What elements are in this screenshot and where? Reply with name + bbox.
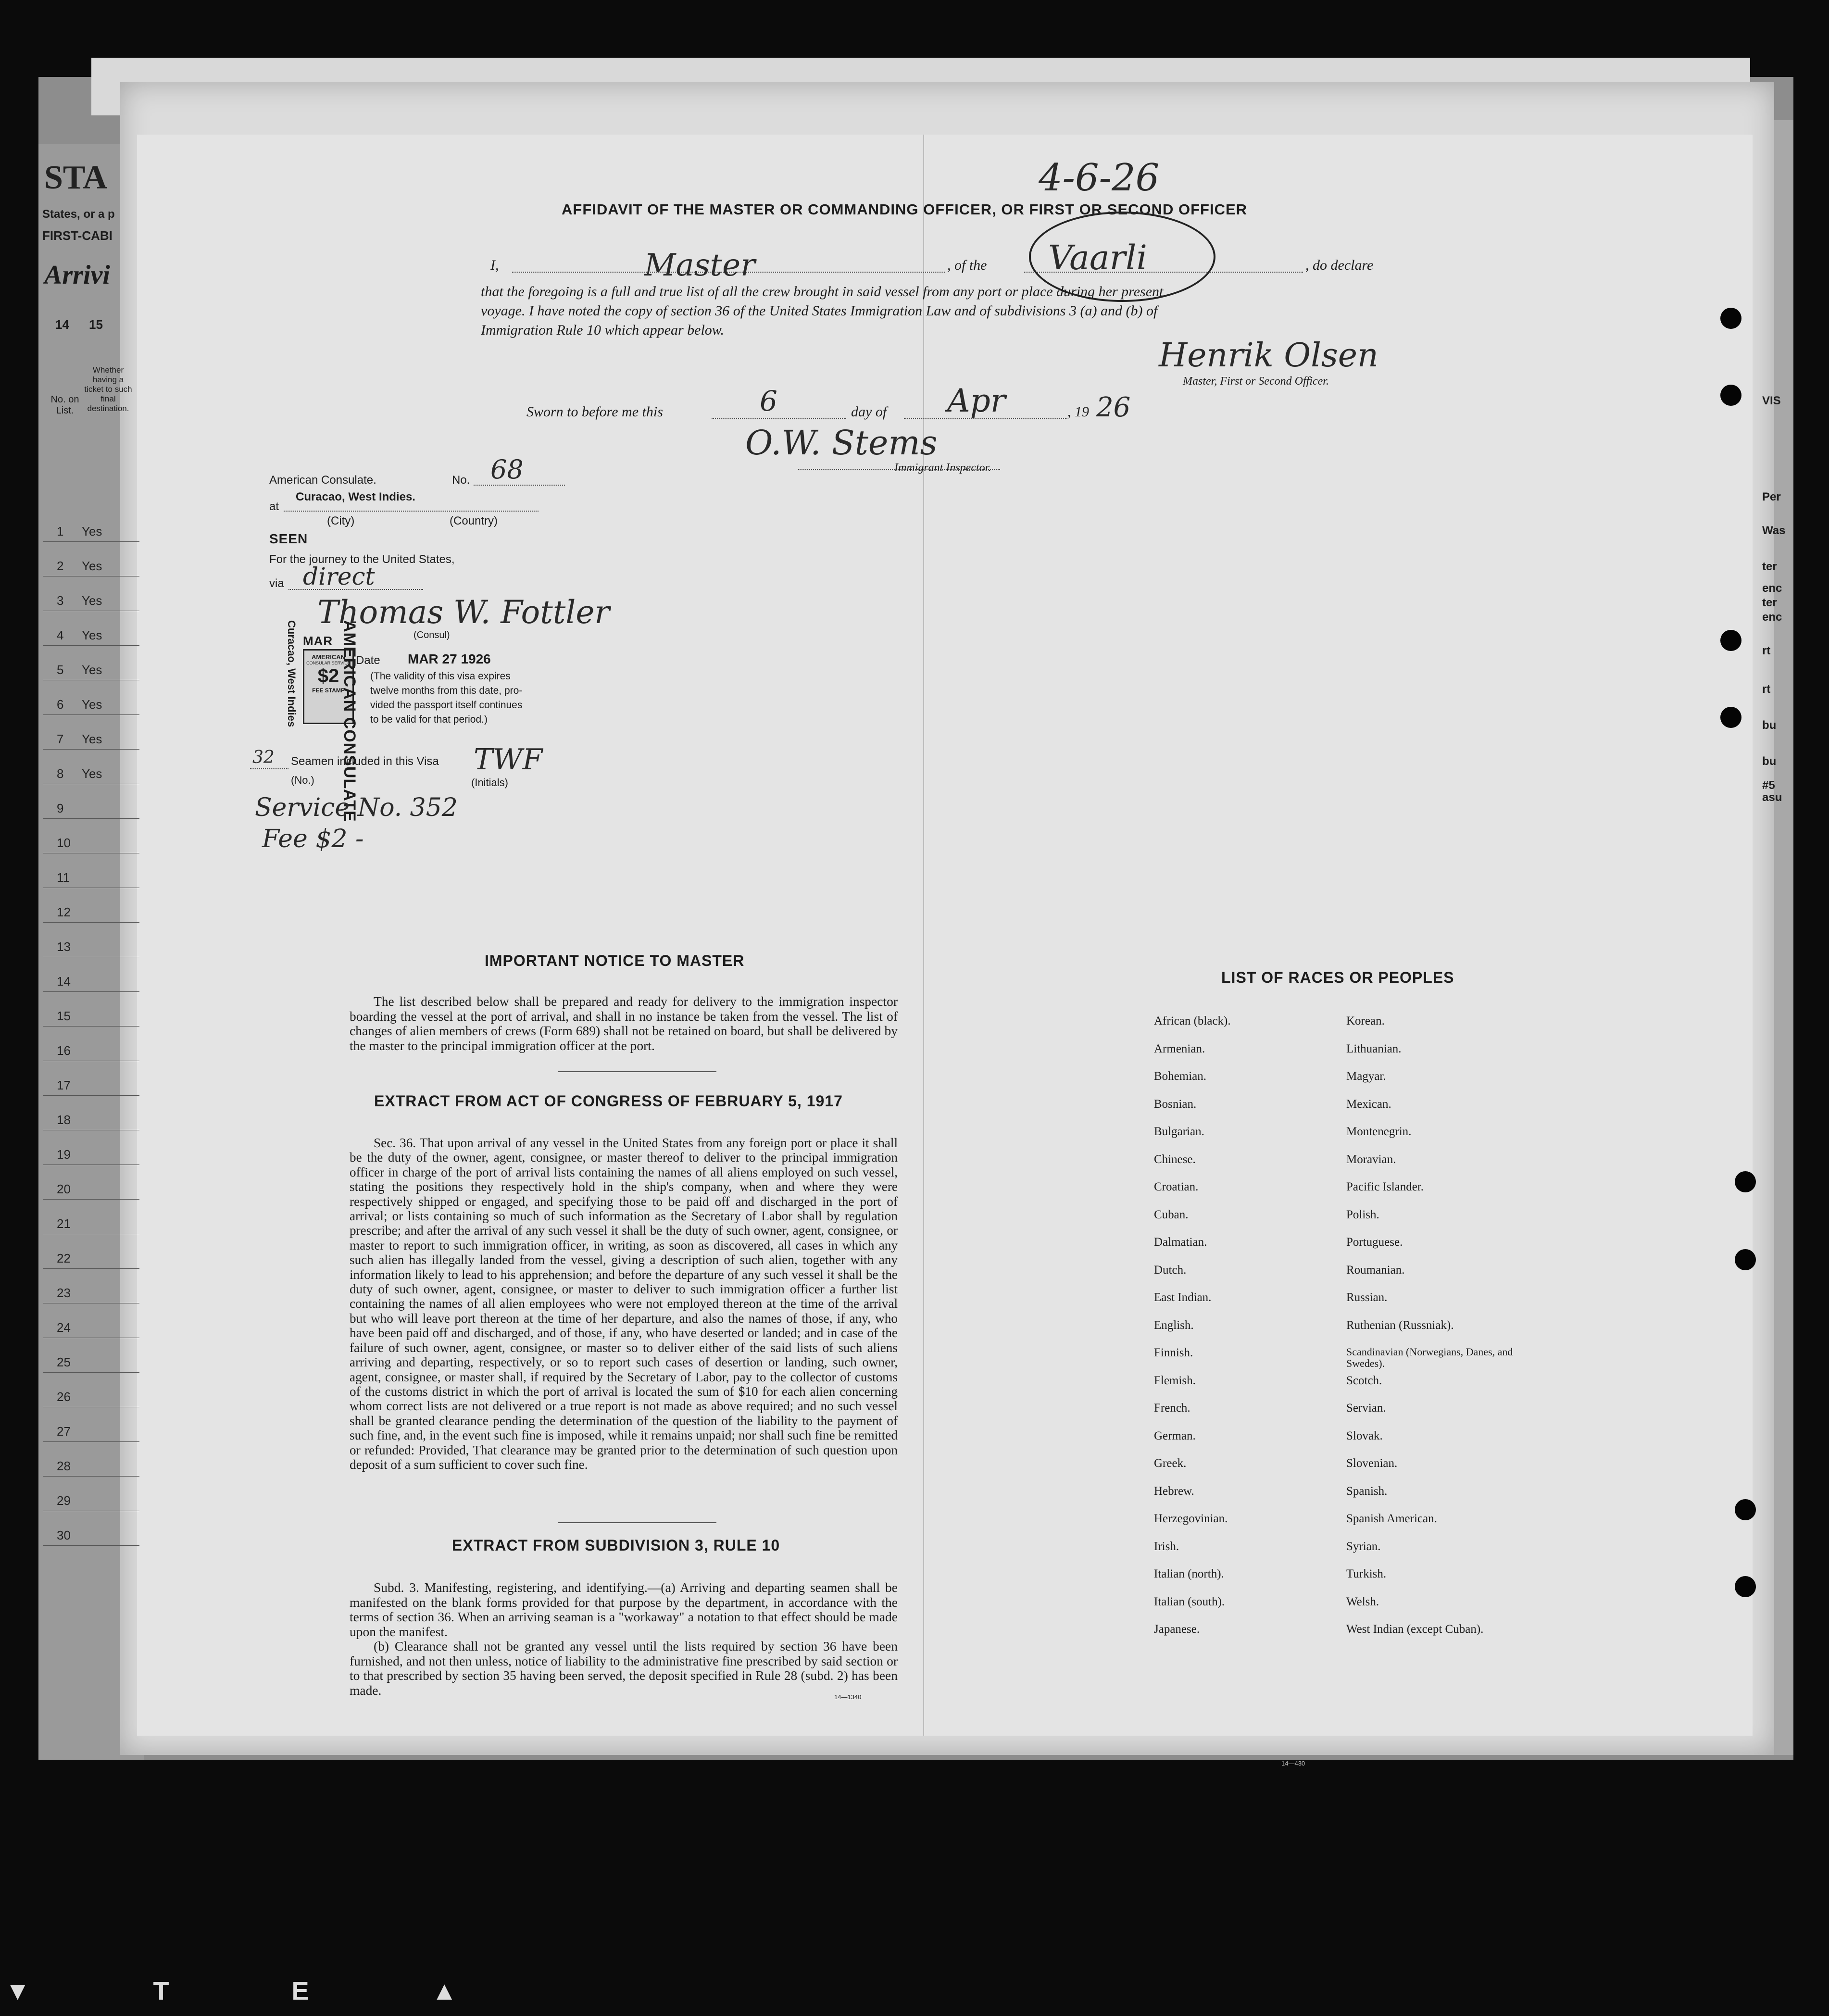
ledger-row-number: 25 — [57, 1355, 71, 1369]
right-ledger-fragment: rt — [1762, 644, 1771, 657]
date-label: Date — [356, 654, 380, 667]
race-item: French. — [1154, 1402, 1190, 1415]
ledger-title: STA — [44, 159, 107, 196]
race-item: Cuban. — [1154, 1208, 1189, 1221]
no-caption: (No.) — [291, 774, 314, 786]
affidavit-title: AFFIDAVIT OF THE MASTER OR COMMANDING OFFICER, OR FIRST OR SECOND OFFICER — [562, 201, 1248, 218]
visa-initials: TWF — [474, 743, 543, 776]
place-stamp — [281, 620, 301, 755]
sworn-day: 6 — [760, 385, 777, 417]
ledger-rule — [43, 1199, 139, 1200]
consulate-vertical-stamp — [337, 620, 361, 822]
race-item: Korean. — [1346, 1014, 1385, 1027]
fee-stamp-mid: CONSULAR SERVICE — [306, 661, 351, 665]
race-item: Japanese. — [1154, 1623, 1200, 1636]
initials-caption: (Initials) — [471, 776, 509, 789]
fee-stamp-bottom: FEE STAMP — [312, 687, 345, 694]
race-item: Armenian. — [1154, 1042, 1205, 1055]
ledger-row-number: 22 — [57, 1251, 71, 1265]
fee-note: Fee $2 - — [262, 825, 364, 853]
signature-caption: Master, First or Second Officer. — [1183, 375, 1329, 388]
ledger-row-number: 19 — [57, 1147, 71, 1162]
ledger-row-number: 16 — [57, 1043, 71, 1058]
ledger-row-number: 14 — [57, 974, 71, 989]
race-item: West Indian (except Cuban). — [1346, 1623, 1484, 1636]
ledger-col-label: No. on List. — [50, 394, 79, 416]
day-line — [712, 418, 846, 419]
race-item: Italian (south). — [1154, 1595, 1225, 1608]
notice-title: IMPORTANT NOTICE TO MASTER — [485, 952, 745, 969]
sworn-year: 26 — [1096, 392, 1131, 423]
ledger-row-number: 26 — [57, 1390, 71, 1404]
right-ledger-fragment: asu — [1762, 791, 1782, 804]
consulate-city: Curacao, West Indies. — [296, 490, 415, 503]
affidavit-line: that the foregoing is a full and true list of all the crew brought in said vessel from any port or place during her present — [481, 284, 1164, 300]
consul-signature: Thomas W. Fottler — [317, 594, 610, 631]
ledger-rule — [43, 922, 139, 923]
via-value: direct — [303, 563, 375, 590]
ledger-row-number: 30 — [57, 1528, 71, 1542]
race-item: Mexican. — [1346, 1097, 1391, 1111]
race-item: Croatian. — [1154, 1180, 1199, 1193]
race-item: Bosnian. — [1154, 1097, 1197, 1111]
race-item: German. — [1154, 1429, 1196, 1442]
seamen-count: 32 — [252, 748, 275, 767]
race-item: Slovak. — [1346, 1429, 1383, 1442]
race-item: Herzegovinian. — [1154, 1512, 1228, 1525]
ledger-rule — [43, 1441, 139, 1442]
act-extract-title: EXTRACT FROM ACT OF CONGRESS OF FEBRUARY 5, 1917 — [374, 1092, 843, 1110]
ledger-col-label: Whether having a ticket to such final destination. — [84, 365, 132, 413]
form-number: 14—1340 — [834, 1693, 862, 1701]
race-item: English. — [1154, 1318, 1194, 1332]
ledger-subtitle: FIRST-CABI — [42, 228, 113, 243]
race-item: Pacific Islander. — [1346, 1180, 1424, 1193]
races-title: LIST OF RACES OR PEOPLES — [1221, 969, 1454, 986]
ledger-rule — [43, 1268, 139, 1269]
race-item: Scandinavian (Norwegians, Danes, and Swedes). — [1346, 1346, 1513, 1369]
right-ledger-fragment: rt — [1762, 683, 1771, 696]
right-ledger-fragment: Was — [1762, 524, 1786, 537]
right-ledger-fragment: enc — [1762, 582, 1782, 595]
race-item: Syrian. — [1346, 1540, 1381, 1553]
ledger-col-header: 15 — [89, 317, 103, 332]
ledger-subtitle: Arrivi — [44, 260, 110, 290]
race-item: Dutch. — [1154, 1263, 1187, 1277]
race-item: African (black). — [1154, 1014, 1231, 1027]
ledger-row-number: 4 — [57, 628, 64, 642]
ledger-rule — [43, 645, 139, 646]
ledger-row-number: 7 — [57, 732, 64, 746]
validity-note: vided the passport itself continues — [370, 700, 523, 711]
race-item: Moravian. — [1346, 1152, 1396, 1166]
affidavit-line: Immigration Rule 10 which appear below. — [481, 322, 725, 338]
ledger-row-number: 5 — [57, 663, 64, 677]
consulate-label: American Consulate. — [269, 474, 376, 487]
consulate-no-line — [474, 485, 565, 486]
day-of-label: day of — [851, 404, 887, 420]
inspector-signature: O.W. Stems — [745, 423, 938, 463]
ledger-row-number: 9 — [57, 801, 64, 815]
right-ledger-fragment: ter — [1762, 596, 1777, 609]
ledger-row-number: 28 — [57, 1459, 71, 1473]
ledger-rule — [43, 1545, 139, 1546]
via-line — [288, 589, 423, 590]
ledger-answer: Yes — [82, 663, 102, 677]
race-item: Bulgarian. — [1154, 1125, 1204, 1138]
race-item: Dalmatian. — [1154, 1236, 1207, 1249]
vessel-name: Vaarli — [1048, 238, 1147, 277]
master-signature: Henrik Olsen — [1159, 337, 1378, 375]
right-ledger-fragment: bu — [1762, 719, 1777, 732]
race-item: Russian. — [1346, 1291, 1388, 1304]
races-column-2 — [1346, 1014, 1548, 1651]
rule-extract-b: (b) Clearance shall not be granted any vessel until the lists required by section 36 have been furnished, and not then unless, notice of liability to the administrative fine prescribed by said section or to that prescribed by section 35 having been served, the deposit specified in Rule 28 (subd. 2) has been made. — [350, 1639, 898, 1698]
consul-caption: (Consul) — [413, 630, 450, 640]
ledger-row-number: 23 — [57, 1286, 71, 1300]
inspector-caption: Immigrant Inspector. — [894, 462, 991, 474]
race-item: Polish. — [1346, 1208, 1379, 1221]
ledger-subtitle: States, or a p — [42, 208, 115, 221]
race-item: Lithuanian. — [1346, 1042, 1402, 1055]
divider — [558, 1522, 716, 1523]
ledger-row-number: 15 — [57, 1009, 71, 1023]
right-ledger-fragment: VIS — [1762, 394, 1781, 407]
via-label: via — [269, 577, 284, 590]
ledger-answer: Yes — [82, 524, 102, 538]
races-column-1 — [1154, 1014, 1327, 1651]
punch-hole — [1735, 1499, 1756, 1520]
punch-hole — [1720, 308, 1741, 329]
ledger-row-number: 29 — [57, 1493, 71, 1508]
affidavit-of-the: , of the — [947, 257, 987, 273]
right-ledger-fragment: bu — [1762, 755, 1777, 768]
right-ledger-fragment: #5 — [1762, 779, 1775, 792]
bottom-form-number: 14—430 — [1281, 1760, 1305, 1767]
affidavit-i: I, — [490, 257, 499, 273]
ledger-row-number: 13 — [57, 939, 71, 954]
validity-note: (The validity of this visa expires — [370, 671, 511, 682]
right-ledger-fragment: Per — [1762, 490, 1781, 503]
ledger-row-number: 11 — [57, 870, 70, 885]
race-item: Bohemian. — [1154, 1070, 1207, 1083]
city-line — [284, 511, 539, 512]
validity-note: twelve months from this date, pro- — [370, 685, 523, 696]
ledger-rule — [43, 749, 139, 750]
race-item: Scotch. — [1346, 1374, 1382, 1387]
race-item: Flemish. — [1154, 1374, 1196, 1387]
affidavit-declare: , do declare — [1305, 257, 1374, 273]
race-item: Hebrew. — [1154, 1484, 1194, 1498]
seamen-count-line — [250, 768, 288, 769]
handwritten-date: 4-6-26 — [1039, 156, 1160, 200]
ledger-rule — [43, 818, 139, 819]
race-item: Welsh. — [1346, 1595, 1379, 1608]
ledger-answer: Yes — [82, 559, 102, 573]
race-item: Servian. — [1346, 1402, 1386, 1415]
ledger-row-number: 18 — [57, 1113, 71, 1127]
act-extract-text: Sec. 36. That upon arrival of any vessel in the United States from any foreign port or place it shall be the duty of the owner, agent, consignee, or master thereof to deliver to the principal immigration officer in charge of the port of arrival lists containing the names of all aliens employed on such vessel, stating the positions they respectively hold in the ship's company, when and where they were respectively shipped or engaged, and specifying those to be paid off and discharged in the port of arrival; or lists containing so much of such information as the Secretary of Labor shall by regulation prescribe; and after the arrival of any such vessel it shall be the duty of such owner, agent, consignee, or master to report to such immigration officer, in writing, as soon as discovered, all cases in which any such alien has illegally landed from the vessel, giving a description of such alien, together with any information likely to lead to his apprehension; and before the departure of any such vessel it shall be the duty of such owner, agent, consignee, or master to deliver to such immigration officer a further list containing the names of all alien employees who were not employed thereon at the time of the arrival but who will leave port thereon at the time of her departure, and also the names of those, if any, who have been paid off and discharged, and of those, if any, who have deserted or landed; and in case of the failure of such owner, agent, consignee, or master so to deliver either of the said lists of such aliens arriving and departing, respectively, or so to report such cases of desertion or landing, such owner, agent, consignee, or master shall, if required by the Secretary of Labor, pay to the collector of customs of the customs district in which the port of arrival is located the sum of $10 for each alien concerning whom correct lists are not delivered or a true report is not made as above required; and no such vessel shall be granted clearance pending the determination of the question of the liability to the payment of such fine, and, in the event such fine is imposed, while it remains unpaid; nor shall such fine be remitted or refunded: Provided, That clearance may be granted prior to the determination of such question upon deposit of a sum sufficient to cover such fine. — [350, 1136, 898, 1472]
seamen-label: Seamen included in this Visa — [291, 755, 439, 768]
notice-text: The list described below shall be prepared and ready for delivery to the immigration inspector boarding the vessel at the port of arrival, and shall in no instance be taken from the vessel. The list of changes of alien members of crews (Form 689) shall not be retained on board, but shall be delivered by the master to the principal immigration officer at the port. — [350, 994, 898, 1053]
race-item: Spanish. — [1346, 1484, 1388, 1498]
race-item: Italian (north). — [1154, 1567, 1224, 1580]
center-fold — [923, 135, 924, 1736]
race-item: Turkish. — [1346, 1567, 1387, 1580]
ledger-rule — [43, 1026, 139, 1027]
ledger-row-number: 6 — [57, 697, 64, 712]
fee-stamp-top: AMERICAN — [311, 653, 346, 661]
punch-hole — [1735, 1249, 1756, 1270]
punch-hole — [1735, 1576, 1756, 1597]
punch-hole — [1735, 1171, 1756, 1192]
race-item: Irish. — [1154, 1540, 1179, 1553]
ledger-row-number: 17 — [57, 1078, 71, 1092]
rule-extract-title: EXTRACT FROM SUBDIVISION 3, RULE 10 — [452, 1537, 780, 1554]
sworn-month: Apr — [947, 382, 1006, 419]
ledger-row-number: 10 — [57, 836, 71, 850]
ledger-row-number: 8 — [57, 766, 64, 781]
journey-label: For the journey to the United States, — [269, 553, 455, 566]
ledger-row-number: 24 — [57, 1320, 71, 1335]
consulate-stamp-text: AMERICAN CONSULATE — [340, 620, 359, 822]
declarant-name: Master — [644, 248, 755, 283]
right-ledger-fragment: enc — [1762, 611, 1782, 624]
ledger-rule — [43, 1095, 139, 1096]
ledger-rule — [43, 714, 139, 715]
ledger-rule — [43, 1476, 139, 1477]
ledger-row-number: 2 — [57, 559, 64, 573]
ledger-col-header: 14 — [55, 317, 69, 332]
ledger-row-number: 21 — [57, 1216, 71, 1231]
ledger-answer: Yes — [82, 766, 102, 781]
stamp-mar: MAR — [303, 634, 333, 648]
divider — [558, 1071, 716, 1072]
validity-note: to be valid for that period.) — [370, 714, 488, 725]
ledger-answer: Yes — [82, 628, 102, 642]
punch-hole — [1720, 630, 1741, 651]
race-item: Roumanian. — [1346, 1263, 1405, 1277]
ledger-row-number: 12 — [57, 905, 71, 919]
consulate-no-value: 68 — [490, 454, 524, 485]
race-item: Greek. — [1154, 1457, 1187, 1470]
service-note: Service No. 352 — [255, 793, 458, 822]
race-item: Chinese. — [1154, 1152, 1196, 1166]
at-label: at — [269, 500, 279, 513]
punch-hole — [1720, 385, 1741, 406]
race-item: Ruthenian (Russniak). — [1346, 1318, 1454, 1332]
ledger-rule — [43, 991, 139, 992]
country-caption: (Country) — [450, 514, 498, 527]
sworn-label: Sworn to before me this — [526, 404, 663, 420]
race-item: Finnish. — [1154, 1346, 1193, 1359]
affidavit-line: voyage. I have noted the copy of section 36 of the United States Immigration Law and of subdivisions 3 (a) and (b) of — [481, 303, 1158, 319]
ledger-rule — [43, 541, 139, 542]
ledger-row-number: 1 — [57, 524, 64, 538]
ledger-row-number: 20 — [57, 1182, 71, 1196]
ledger-answer: Yes — [82, 697, 102, 712]
race-item: Montenegrin. — [1346, 1125, 1412, 1138]
seen-label: SEEN — [269, 531, 308, 546]
film-marks: ▼ T E ▲ — [5, 1977, 515, 2005]
ledger-answer: Yes — [82, 732, 102, 746]
race-item: Spanish American. — [1346, 1512, 1437, 1525]
ledger-row-number: 27 — [57, 1424, 71, 1439]
race-item: East Indian. — [1154, 1291, 1212, 1304]
race-item: Magyar. — [1346, 1070, 1386, 1083]
ledger-row-number: 3 — [57, 593, 64, 608]
ledger-answer: Yes — [82, 593, 102, 608]
ledger-rule — [43, 1372, 139, 1373]
fee-stamp-value: $2 — [317, 665, 339, 687]
race-item: Portuguese. — [1346, 1236, 1403, 1249]
race-item: Slovenian. — [1346, 1457, 1398, 1470]
place-stamp-text: Curacao, West Indies — [286, 620, 298, 727]
visa-date: MAR 27 1926 — [408, 651, 491, 666]
right-ledger-fragment: ter — [1762, 560, 1777, 573]
year-prefix: , 19 — [1067, 404, 1089, 420]
rule-extract-a: Subd. 3. Manifesting, registering, and identifying.—(a) Arriving and departing seamen shall be manifested on the blank forms provided for that purpose by the department, in accordance with the terms of section 36. When an arriving seaman is a "workaway" a notation to that effect should be made upon the manifest. — [350, 1580, 898, 1639]
consulate-no-label: No. — [452, 474, 470, 487]
city-caption: (City) — [327, 514, 355, 527]
punch-hole — [1720, 707, 1741, 728]
